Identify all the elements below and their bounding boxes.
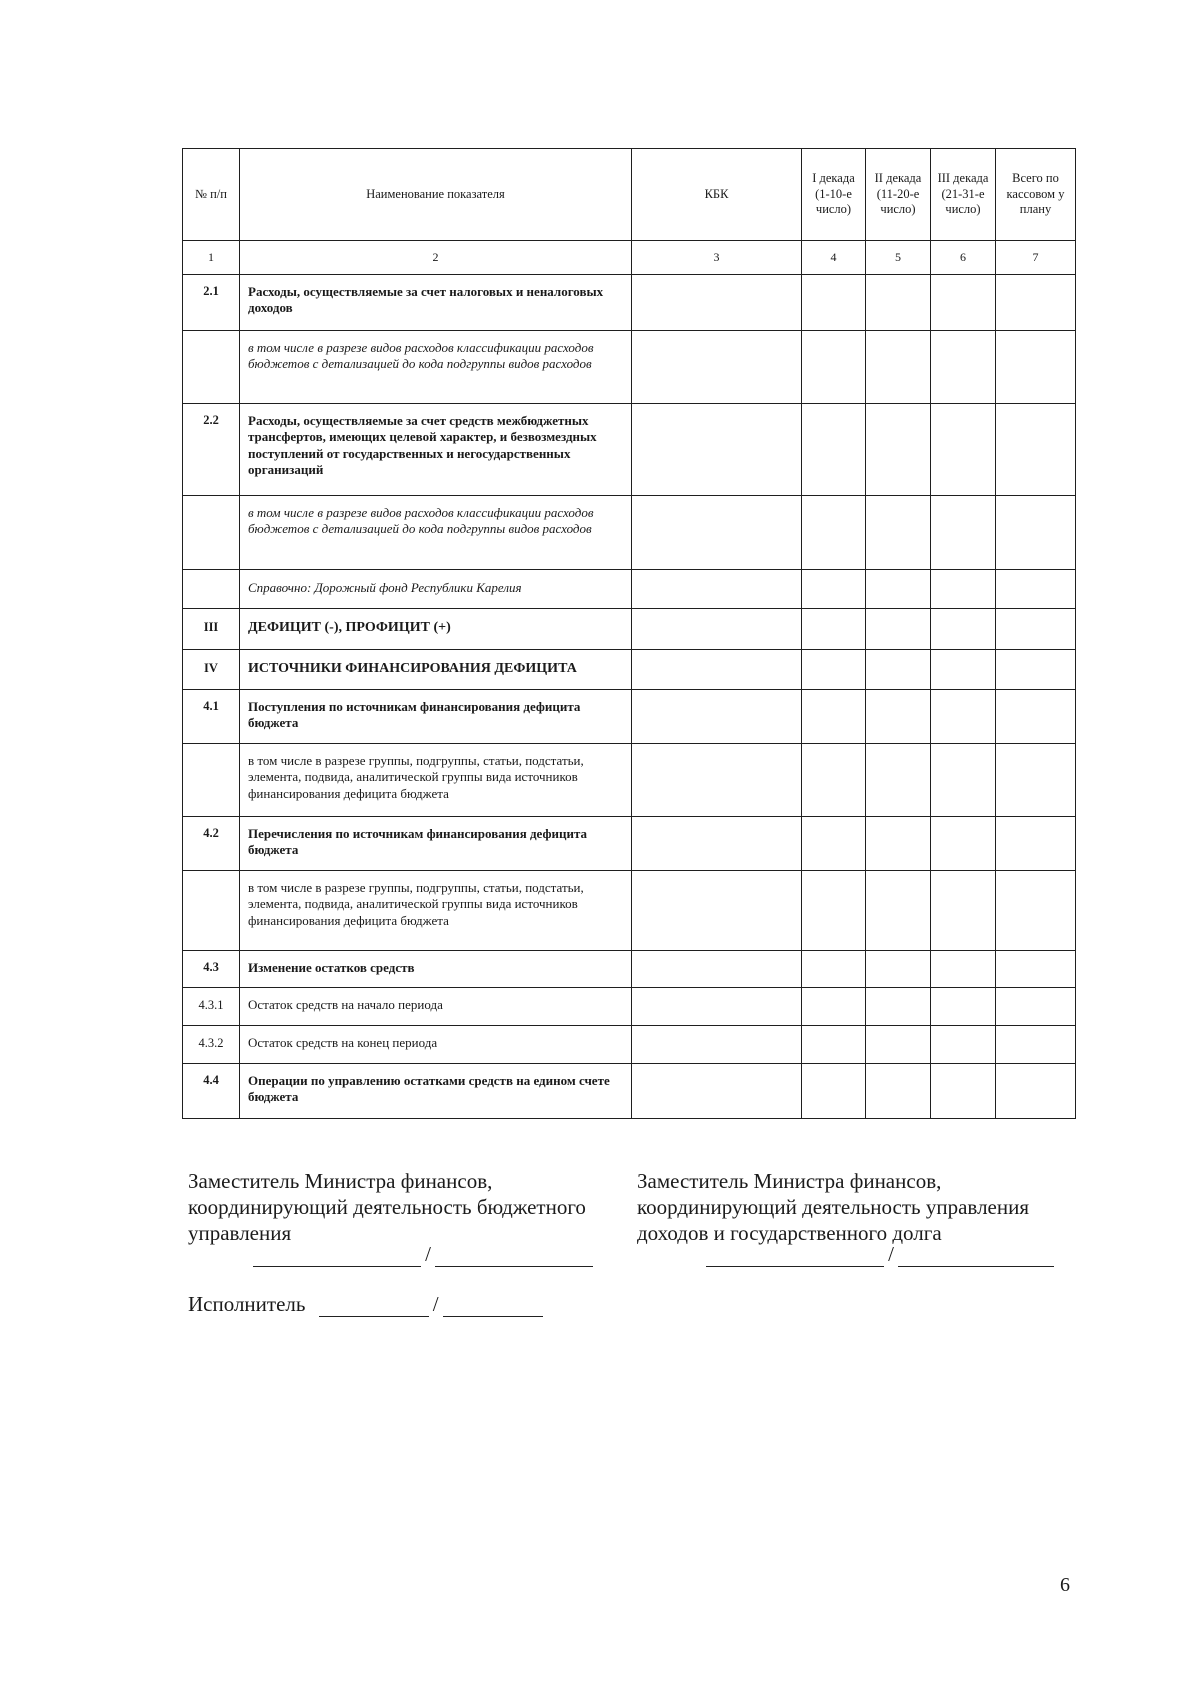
header-decade-1: I декада (1-10-е число) (802, 149, 866, 241)
cell-d1 (802, 496, 866, 570)
row-num (183, 496, 240, 570)
cell-kbk (632, 609, 802, 650)
row-num: 2.2 (183, 404, 240, 496)
table-row (183, 1026, 1076, 1064)
cell-d1 (802, 744, 866, 817)
row-num: 4.2 (183, 817, 240, 871)
cell-d2 (866, 871, 931, 951)
col-number: 4 (802, 241, 866, 275)
row-num (183, 871, 240, 951)
cell-total (996, 871, 1076, 951)
cell-kbk (632, 570, 802, 609)
cell-d1 (802, 570, 866, 609)
cell-d3 (931, 570, 996, 609)
cell-d1 (802, 988, 866, 1026)
cell-d3 (931, 496, 996, 570)
cell-d1 (802, 951, 866, 988)
signature-blank (706, 1246, 884, 1267)
table-row (183, 650, 1076, 690)
cell-d3 (931, 609, 996, 650)
table-row (183, 331, 1076, 404)
row-name: Справочно: Дорожный фонд Республики Карелия (240, 570, 632, 609)
cell-d2 (866, 650, 931, 690)
row-name: ДЕФИЦИТ (-), ПРОФИЦИТ (+) (240, 609, 632, 650)
signature-block-right (637, 1168, 1087, 1246)
cell-total (996, 951, 1076, 988)
executor-label: Исполнитель (188, 1292, 306, 1316)
cell-kbk (632, 988, 802, 1026)
cell-d2 (866, 744, 931, 817)
cell-d3 (931, 650, 996, 690)
table-row (183, 951, 1076, 988)
cell-total (996, 609, 1076, 650)
header-name: Наименование показателя (240, 149, 632, 241)
cell-kbk (632, 1026, 802, 1064)
row-num (183, 570, 240, 609)
row-num (183, 744, 240, 817)
cell-total (996, 690, 1076, 744)
executor-name-blank (443, 1296, 543, 1317)
cell-d3 (931, 988, 996, 1026)
table-row (183, 609, 1076, 650)
cell-total (996, 496, 1076, 570)
col-number: 6 (931, 241, 996, 275)
cell-d3 (931, 744, 996, 817)
header-num: № п/п (183, 149, 240, 241)
name-blank (898, 1246, 1054, 1267)
row-name: в том числе в разрезе группы, подгруппы, статьи, подстатьи, элемента, подвида, аналитической группы вида источников финансирования дефицита бюджета (240, 744, 632, 817)
row-name: Расходы, осуществляемые за счет налоговых и неналоговых доходов (240, 275, 632, 331)
cell-total (996, 988, 1076, 1026)
row-name: Остаток средств на начало периода (240, 988, 632, 1026)
cell-kbk (632, 951, 802, 988)
signature-line-right (706, 1242, 1054, 1267)
row-name: Поступления по источникам финансирования дефицита бюджета (240, 690, 632, 744)
table-row (183, 404, 1076, 496)
cell-d3 (931, 951, 996, 988)
col-number: 3 (632, 241, 802, 275)
signature-title-line: Заместитель Министра финансов, (188, 1169, 493, 1193)
header-decade-2: II декада (11-20-е число) (866, 149, 931, 241)
cell-d3 (931, 275, 996, 331)
cell-d1 (802, 331, 866, 404)
cell-d2 (866, 404, 931, 496)
row-name: ИСТОЧНИКИ ФИНАНСИРОВАНИЯ ДЕФИЦИТА (240, 650, 632, 690)
cell-d2 (866, 690, 931, 744)
row-num: III (183, 609, 240, 650)
cell-d3 (931, 871, 996, 951)
row-num: IV (183, 650, 240, 690)
table-row (183, 690, 1076, 744)
table-row (183, 496, 1076, 570)
cell-total (996, 1026, 1076, 1064)
cell-d3 (931, 1064, 996, 1119)
header-total: Всего по кассовом у плану (996, 149, 1076, 241)
row-name: Операции по управлению остатками средств на едином счете бюджета (240, 1064, 632, 1119)
slash-separator: / (425, 1242, 431, 1266)
col-number: 7 (996, 241, 1076, 275)
col-number: 1 (183, 241, 240, 275)
row-name: Остаток средств на конец периода (240, 1026, 632, 1064)
cell-total (996, 570, 1076, 609)
row-name: в том числе в разрезе видов расходов классификации расходов бюджетов с детализацией до кода подгруппы видов расходов (240, 496, 632, 570)
cell-d3 (931, 817, 996, 871)
cell-total (996, 650, 1076, 690)
row-num: 4.4 (183, 1064, 240, 1119)
cell-d1 (802, 609, 866, 650)
signature-line-left (253, 1242, 593, 1267)
col-number: 2 (240, 241, 632, 275)
cell-kbk (632, 871, 802, 951)
cell-d2 (866, 817, 931, 871)
row-num: 4.3.2 (183, 1026, 240, 1064)
cell-d2 (866, 988, 931, 1026)
signature-blank (253, 1246, 421, 1267)
cell-kbk (632, 690, 802, 744)
cell-d1 (802, 275, 866, 331)
cell-total (996, 744, 1076, 817)
cell-d1 (802, 404, 866, 496)
table-row (183, 275, 1076, 331)
cell-d2 (866, 951, 931, 988)
cell-d3 (931, 404, 996, 496)
row-num: 4.1 (183, 690, 240, 744)
cell-total (996, 275, 1076, 331)
row-name: Перечисления по источникам финансирования дефицита бюджета (240, 817, 632, 871)
table-row (183, 988, 1076, 1026)
cell-d3 (931, 1026, 996, 1064)
table-row (183, 817, 1076, 871)
name-blank (435, 1246, 593, 1267)
cell-d2 (866, 1026, 931, 1064)
row-num (183, 331, 240, 404)
row-name: в том числе в разрезе группы, подгруппы, статьи, подстатьи, элемента, подвида, аналитической группы вида источников финансирования дефицита бюджета (240, 871, 632, 951)
cell-d3 (931, 690, 996, 744)
col-number: 5 (866, 241, 931, 275)
header-decade-3: III декада (21-31-е число) (931, 149, 996, 241)
row-name: Расходы, осуществляемые за счет средств межбюджетных трансфертов, имеющих целевой характер, и безвозмездных поступлений от государственных и негосударственных организаций (240, 404, 632, 496)
row-name: в том числе в разрезе видов расходов классификации расходов бюджетов с детализацией до кода подгруппы видов расходов (240, 331, 632, 404)
signature-title-line: координирующий деятельность бюджетного (188, 1195, 586, 1219)
cell-d2 (866, 331, 931, 404)
cell-d3 (931, 331, 996, 404)
row-num: 2.1 (183, 275, 240, 331)
cell-kbk (632, 650, 802, 690)
signature-title-line: доходов и государственного долга (637, 1221, 942, 1245)
cell-d1 (802, 690, 866, 744)
signature-title-line: управления (188, 1221, 292, 1245)
cell-d1 (802, 817, 866, 871)
signature-title-line: Заместитель Министра финансов, (637, 1169, 942, 1193)
row-name: Изменение остатков средств (240, 951, 632, 988)
cell-d2 (866, 1064, 931, 1119)
cell-kbk (632, 331, 802, 404)
cell-total (996, 404, 1076, 496)
cell-total (996, 1064, 1076, 1119)
cell-total (996, 331, 1076, 404)
cell-kbk (632, 275, 802, 331)
cell-d2 (866, 570, 931, 609)
table-row (183, 744, 1076, 817)
page-number: 6 (1060, 1574, 1070, 1596)
cell-d1 (802, 1026, 866, 1064)
table-row (183, 1064, 1076, 1119)
cell-kbk (632, 744, 802, 817)
cell-d2 (866, 609, 931, 650)
executor-signature-blank (319, 1296, 429, 1317)
cell-kbk (632, 404, 802, 496)
slash-separator: / (888, 1242, 894, 1266)
cash-plan-table (182, 148, 1076, 1119)
cell-d1 (802, 871, 866, 951)
table-header-row (183, 149, 1076, 241)
row-num: 4.3 (183, 951, 240, 988)
cell-d1 (802, 1064, 866, 1119)
row-num: 4.3.1 (183, 988, 240, 1026)
column-numbers-row (183, 241, 1076, 275)
cell-d1 (802, 650, 866, 690)
cell-d2 (866, 275, 931, 331)
signature-title-line: координирующий деятельность управления (637, 1195, 1030, 1219)
cell-kbk (632, 1064, 802, 1119)
slash-separator: / (432, 1292, 439, 1316)
table-row (183, 570, 1076, 609)
cell-total (996, 817, 1076, 871)
cell-kbk (632, 817, 802, 871)
table-row (183, 871, 1076, 951)
cell-d2 (866, 496, 931, 570)
cell-kbk (632, 496, 802, 570)
executor-line (188, 1292, 543, 1317)
signature-block-left (188, 1168, 628, 1246)
header-kbk: КБК (632, 149, 802, 241)
